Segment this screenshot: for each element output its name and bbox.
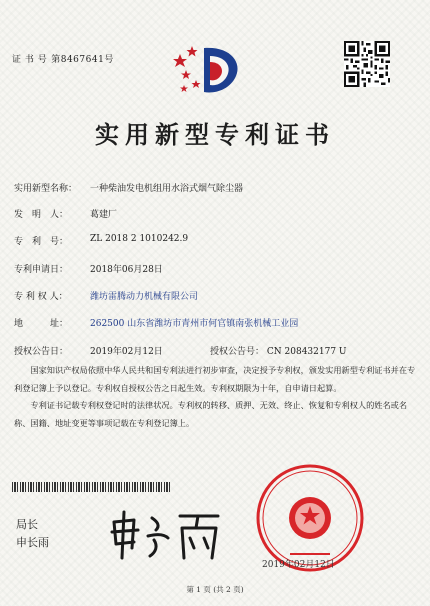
field-label: 发 明 人： [14,210,69,220]
bureau-name: 申长雨 [16,536,49,549]
barcode-strip [12,482,170,492]
field-value: 潍坊雷腾动力机械有限公司 [90,292,199,302]
certificate-title: 实用新型专利证书 [95,120,335,149]
field-inventor [14,207,118,220]
field-value: 262500 山东省潍坊市青州市何官镇南张机械工业园 [90,319,299,329]
field-utility-model-name [14,181,244,194]
patent-office-emblem-icon [170,40,248,100]
field-publication-number [210,344,347,357]
field-value: 一种柴油发电机组用水浴式烟气除尘器 [90,184,244,194]
certificate-number [12,52,118,65]
field-label: 专利申请日： [14,265,69,275]
field-value: ZL 2018 2 1010242.9 [90,234,189,244]
field-value: 2019年02月12日 [90,347,163,357]
field-label: 实用新型名称： [14,184,78,194]
body-paragraph: 国家知识产权局依照中华人民共和国专利法进行初步审查，决定授予专利权，颁发实用新型专利证书并在专利登记簿上予以登记。专利权自授权公告之日起生效。专利权期限为十年，自申请日起算。 [14,365,416,393]
field-patentee [14,289,199,302]
field-label: 授权公告号： [210,347,265,357]
page-footer: 第 1 页 (共 2 页) [186,585,244,594]
field-value: 葛建厂 [90,210,118,220]
field-filing-date [14,262,163,275]
body-paragraph: 专利证书记载专利权登记时的法律状况。专利权的转移、质押、无效、终止、恢复和专利权人的姓名或名称、国籍、地址变更等事项记载在专利登记簿上。 [14,400,408,428]
certificate-number-label: 证 书 号 [12,55,48,65]
bureau-title: 局长 [16,518,38,531]
field-label: 授权公告日： [14,347,69,357]
field-patent-number [14,234,189,247]
certificate-number-value: 第8467641号 [51,55,114,65]
qr-code-icon [344,41,390,87]
field-label: 专 利 号： [14,237,69,247]
field-address [14,316,299,329]
field-value: 2018年06月28日 [90,265,163,275]
field-label: 地 址： [14,319,69,329]
field-value: CN 208432177 U [266,347,347,357]
seal-date: 2019年02月12日 [262,560,335,570]
field-label: 专 利 权 人： [14,292,68,302]
field-grant-date [14,344,163,357]
signature-image [108,508,226,562]
certificate-body [14,362,416,432]
